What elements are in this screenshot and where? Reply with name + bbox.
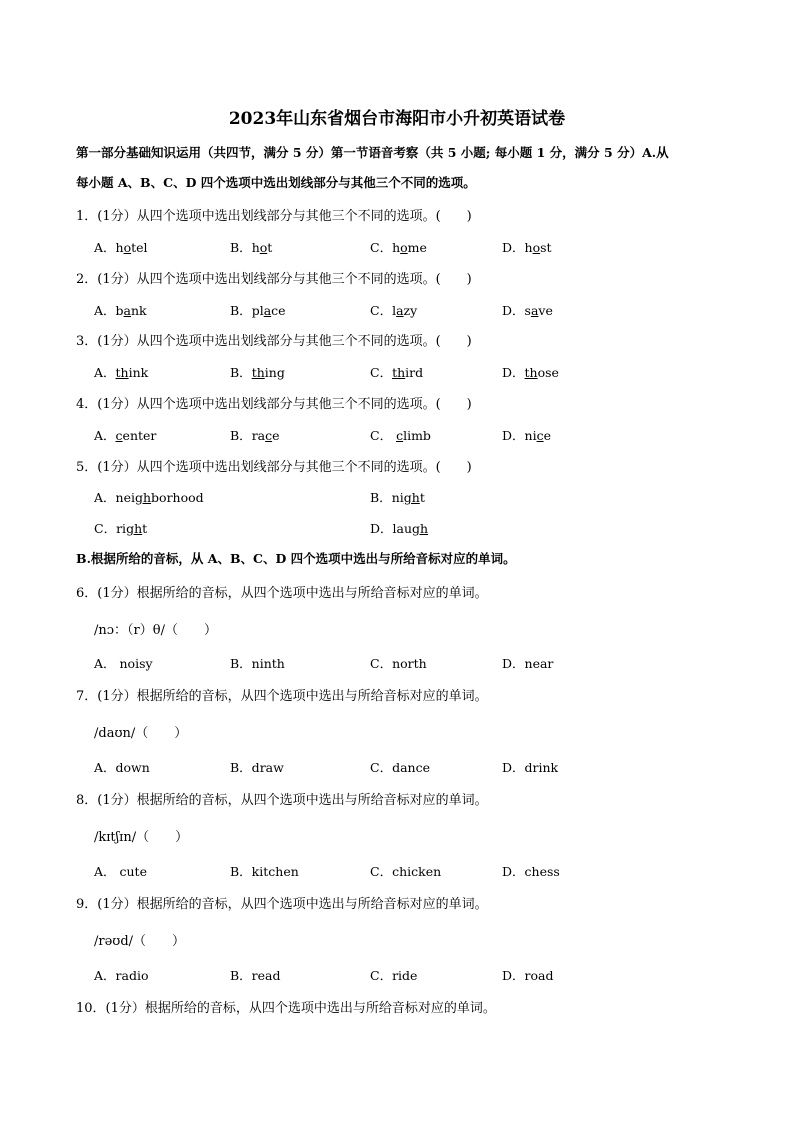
option-d[interactable]: D．host [502,240,552,255]
question-stem: 10．(1分）根据所给的音标，从四个选项中选出与所给音标对应的单词。 [76,1001,496,1016]
option-c[interactable]: C．ride [370,968,418,983]
option-a[interactable]: A． noisy [94,656,153,671]
question-stem: 4．(1分）从四个选项中选出划线部分与其他三个不同的选项。( ) [76,397,472,412]
option-b[interactable]: B．hot [230,240,273,255]
option-d[interactable]: D．near [502,656,554,671]
option-b[interactable]: B．place [230,303,286,318]
option-a[interactable]: A．neighborhood [94,490,204,505]
question-stem: 5．(1分）从四个选项中选出划线部分与其他三个不同的选项。( ) [76,460,472,475]
option-b[interactable]: B．draw [230,760,284,775]
option-c[interactable]: C．lazy [370,303,418,318]
option-a[interactable]: A．down [94,760,150,775]
option-d[interactable]: D．laugh [370,521,429,536]
section-b-heading: B.根据所给的音标，从 A、B、C、D 四个选项中选出与所给音标对应的单词。 [76,551,516,566]
question-stem: 6．(1分）根据所给的音标，从四个选项中选出与所给音标对应的单词。 [76,586,488,601]
option-a[interactable]: A．think [94,365,149,380]
page-title: 2023年山东省烟台市海阳市小升初英语试卷 [228,109,566,129]
phonetic: /nɔ：（r）θ/（ ） [94,623,217,638]
phonetic: /rəʊd/（ ） [94,934,186,949]
question-stem: 9．(1分）根据所给的音标，从四个选项中选出与所给音标对应的单词。 [76,897,488,912]
question-stem: 3．(1分）从四个选项中选出划线部分与其他三个不同的选项。( ) [76,334,472,349]
option-c[interactable]: C．third [370,365,424,380]
intro-line-1: 第一部分基础知识运用（共四节，满分 5 分）第一节语音考察（共 5 小题; 每小题 1 分，满分 5 分）A.从 [76,145,669,160]
option-a[interactable]: A．bank [94,303,147,318]
option-c[interactable]: C．dance [370,760,430,775]
phonetic: /kɪtʃɪn/（ ） [94,830,189,845]
option-b[interactable]: B．read [230,968,281,983]
option-b[interactable]: B．kitchen [230,864,299,879]
option-c[interactable]: C．chicken [370,864,442,879]
option-d[interactable]: D．road [502,968,554,983]
option-d[interactable]: D．chess [502,864,560,879]
option-d[interactable]: D．drink [502,760,559,775]
option-c[interactable]: C．home [370,240,427,255]
option-c[interactable]: C．right [94,521,148,536]
intro-line-2: 每小题 A、B、C、D 四个选项中选出划线部分与其他三个不同的选项。 [76,175,476,190]
question-stem: 7．(1分）根据所给的音标，从四个选项中选出与所给音标对应的单词。 [76,689,488,704]
option-a[interactable]: A．radio [94,968,149,983]
question-stem: 8．(1分）根据所给的音标，从四个选项中选出与所给音标对应的单词。 [76,793,488,808]
option-b[interactable]: B．race [230,428,280,443]
question-stem: 1．(1分）从四个选项中选出划线部分与其他三个不同的选项。( ) [76,209,472,224]
option-d[interactable]: D．those [502,365,559,380]
option-a[interactable]: A．center [94,428,157,443]
option-c[interactable]: C．north [370,656,427,671]
question-stem: 2．(1分）从四个选项中选出划线部分与其他三个不同的选项。( ) [76,272,472,287]
option-b[interactable]: B．thing [230,365,285,380]
option-b[interactable]: B．ninth [230,656,285,671]
option-b[interactable]: B．night [370,490,425,505]
option-d[interactable]: D．nice [502,428,552,443]
option-a[interactable]: A．hotel [94,240,148,255]
phonetic: /daʊn/（ ） [94,726,188,741]
option-a[interactable]: A． cute [94,864,147,879]
option-d[interactable]: D．save [502,303,553,318]
option-c[interactable]: C． climb [370,428,431,443]
